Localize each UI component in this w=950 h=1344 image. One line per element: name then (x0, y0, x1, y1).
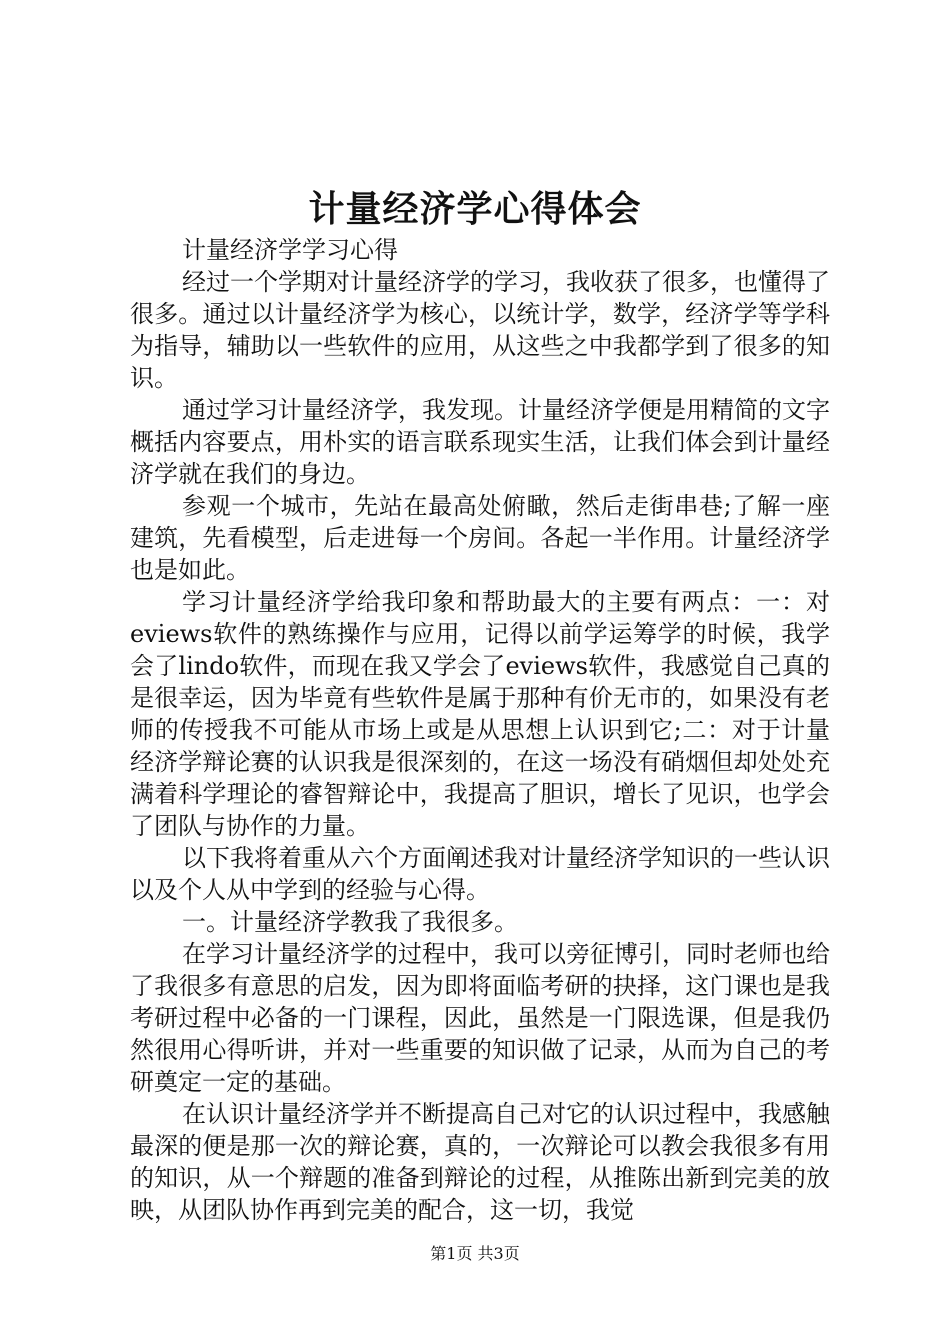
document-title: 计量经济学心得体会 (308, 188, 642, 230)
paragraph: 参观一个城市，先站在最高处俯瞰，然后走街串巷;了解一座建筑，先看模型，后走进每一个房间。各起一半作用。计量经济学也是如此。 (130, 492, 830, 584)
section-heading: 一。计量经济学教我了我很多。 (182, 908, 518, 936)
paragraph: 经过一个学期对计量经济学的学习，我收获了很多，也懂得了很多。通过以计量经济学为核心，以统计学，数学，经济学等学科为指导，辅助以一些软件的应用，从这些之中我都学到了很多的知识。 (130, 268, 830, 392)
paragraph: 学习计量经济学给我印象和帮助最大的主要有两点：一：对eviews软件的熟练操作与应用，记得以前学运筹学的时候，我学会了lindo软件，而现在我又学会了eviews软件，我感觉自己真的是很幸运，因为毕竟有些软件是属于那种有价无市的，如果没有老师的传授我不可能从市场上或是从思想上认识到它;二：对于计量经济学辩论赛的认识我是很深刻的，在这一场没有硝烟但却处处充满着科学理论的睿智辩论中，我提高了胆识，增长了见识，也学会了团队与协作的力量。 (130, 588, 830, 840)
paragraph: 以下我将着重从六个方面阐述我对计量经济学知识的一些认识以及个人从中学到的经验与心得。 (130, 844, 830, 904)
paragraph: 在认识计量经济学并不断提高自己对它的认识过程中，我感触最深的便是那一次的辩论赛，真的，一次辩论可以教会我很多有用的知识，从一个辩题的准备到辩论的过程，从推陈出新到完美的放映，从团队协作再到完美的配合，这一切，我觉 (130, 1100, 830, 1224)
paragraph: 通过学习计量经济学，我发现。计量经济学便是用精简的文字概括内容要点，用朴实的语言联系现实生活，让我们体会到计量经济学就在我们的身边。 (130, 396, 830, 488)
subtitle-paragraph: 计量经济学学习心得 (182, 236, 398, 264)
paragraph: 在学习计量经济学的过程中，我可以旁征博引，同时老师也给了我很多有意思的启发，因为即将面临考研的抉择，这门课也是我考研过程中必备的一门课程，因此，虽然是一门限选课，但是我仍然很用心得听讲，并对一些重要的知识做了记录，从而为自己的考研奠定一定的基础。 (130, 940, 830, 1096)
document-body (130, 234, 830, 1226)
page-footer: 第1页 共3页 (430, 1244, 520, 1263)
